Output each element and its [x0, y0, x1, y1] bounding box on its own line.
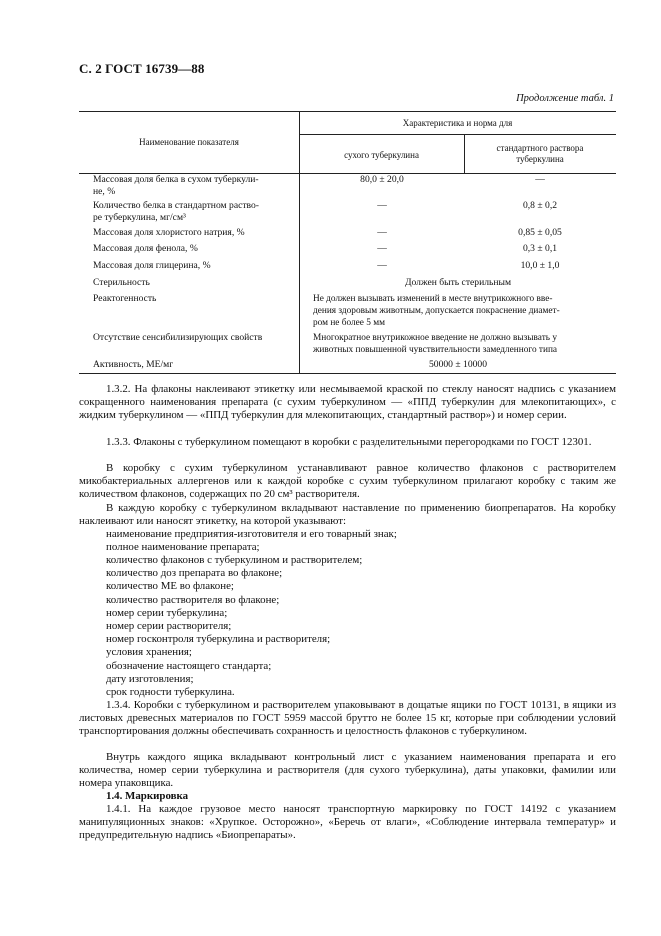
- table-cell-standard: 0,8 ± 0,2: [522, 200, 558, 211]
- table-cell-merged: [313, 332, 613, 356]
- list-item: условия хранения;: [106, 646, 192, 658]
- table-cell-merged: 50000 ± 10000: [428, 359, 488, 370]
- paragraph-1-3-3-b: В коробку с сухим туберкулином устанавливают равное количество флаконов с растворителем микобактериальных аллергенов или к каждой коробке с сухим туберкулином прилагают коробку с таким же количеством флаконов, содержащих по 20 см³ растворителя.: [79, 462, 616, 501]
- table-cell-dry: —: [377, 227, 387, 238]
- paragraph-1-3-4: 1.3.4. Коробки с туберкулином и растворителем упаковывают в дощатые ящики по ГОСТ 10131, в ящики из листовых древесных материалов по ГОСТ 5959 массой брутто не более 15 кг, которые при соблюдении условий транспортирования должны обеспечивать сохранность и целостность флаконов с туберкулином.: [79, 699, 616, 738]
- table-cell-merged: Должен быть стерильным: [404, 277, 512, 288]
- paragraph-1-3-3-c: В каждую коробку с туберкулином вкладывают наставление по применению биопрепаратов. На коробку наклеивают или наносят этикетку, на которой указывают:: [79, 502, 616, 528]
- merged-line: Многократное внутрикожное введение не должно вызывать у: [313, 333, 557, 343]
- table-cell-standard: 10,0 ± 1,0: [520, 260, 560, 271]
- table-row-name: Отсутствие сенсибилизирующих свойств: [93, 332, 263, 343]
- table-row-name: Массовая доля фенола, %: [93, 243, 198, 254]
- col-name-header: Наименование показателя: [139, 137, 239, 147]
- table-cell-standard: 0,85 ± 0,05: [518, 227, 562, 238]
- list-item: дату изготовления;: [106, 673, 194, 685]
- table-row-name: Массовая доля хлористого натрия, %: [93, 227, 245, 238]
- list-item: количество доз препарата во флаконе;: [106, 567, 283, 579]
- paragraph-1-3-3: 1.3.3. Флаконы с туберкулином помещают в коробки с разделительными перегородками по ГОСТ 12301.: [106, 436, 592, 448]
- list-item: срок годности туберкулина.: [106, 686, 235, 698]
- table-top-rule: [79, 111, 616, 112]
- col-group-header: Характеристика и норма для: [402, 118, 513, 128]
- paragraph-1-4-1: 1.4.1. На каждое грузовое место наносят транспортную маркировку по ГОСТ 14192 с указанием манипуляционных знаков: «Хрупкое. Осторожно», «Беречь от влаги», «Соблюдение интервала температур» и предупредительную надпись «Биопрепараты».: [79, 803, 616, 842]
- col2-header-line1: стандартного раствора: [496, 143, 584, 153]
- table-row-name: Массовая доля глицерина, %: [93, 260, 211, 271]
- row-name-line: ре туберкулина, мг/см³: [93, 212, 186, 223]
- row-name-line: Массовая доля белка в сухом туберкули-: [93, 174, 259, 185]
- merged-line: ром не более 5 мм: [313, 318, 385, 328]
- merged-line: дения здоровым животным, допускается покраснение диамет-: [313, 306, 560, 316]
- page-header: С. 2 ГОСТ 16739—88: [79, 61, 205, 76]
- list-item: номер серии туберкулина;: [106, 607, 228, 619]
- table-cell-standard: 0,3 ± 0,1: [522, 243, 558, 254]
- row-name-line: Количество белка в стандартном раство-: [93, 200, 259, 211]
- table-row-name: Активность, МЕ/мг: [93, 359, 174, 370]
- table-cell-merged: [313, 293, 613, 329]
- col2-header: [464, 143, 616, 165]
- table-bottom-rule: [79, 373, 616, 374]
- list-item: количество флаконов с туберкулином и растворителем;: [106, 554, 363, 566]
- table-cell-dry: 80,0 ± 20,0: [360, 174, 404, 185]
- table-cell-dry: —: [377, 260, 387, 271]
- merged-line: Не должен вызывать изменений в месте внутрикожного вве-: [313, 294, 553, 304]
- table-row-name: Стерильность: [93, 277, 150, 288]
- table-continuation-label: Продолжение табл. 1: [516, 93, 614, 104]
- table-row-name: [93, 174, 299, 198]
- list-item: количество МЕ во флаконе;: [106, 580, 234, 592]
- row-name-line: не, %: [93, 186, 116, 197]
- list-item: наименование предприятия-изготовителя и его товарный знак;: [106, 528, 397, 540]
- table-cell-dry: —: [377, 243, 387, 254]
- paragraph-1-3-2: 1.3.2. На флаконы наклеивают этикетку или несмываемой краской по стеклу наносят надпись с указанием сокращенного наименования препарата (с сухим туберкулином — «ППД туберкулин для млекопитающих», с жидким туберкулином — «ППД туберкулин для млекопитающих, стандартный раствор») и номер серии.: [79, 383, 616, 422]
- section-heading-1-4: 1.4. Маркировка: [106, 790, 189, 802]
- list-item: номер серии растворителя;: [106, 620, 232, 632]
- list-item: количество растворителя во флаконе;: [106, 594, 280, 606]
- col2-header-line2: туберкулина: [516, 154, 564, 164]
- list-item: обозначение настоящего стандарта;: [106, 660, 272, 672]
- table-cell-dry: —: [377, 200, 387, 211]
- merged-line: животных повышенной чувствительности замедленного типа: [313, 345, 558, 355]
- table-row-name: [93, 200, 299, 224]
- table-subheader-rule: [299, 134, 616, 135]
- list-item: полное наименование препарата;: [106, 541, 260, 553]
- list-item: номер госконтроля туберкулина и растворителя;: [106, 633, 331, 645]
- col1-header: сухого туберкулина: [344, 150, 419, 160]
- table-cell-standard: —: [535, 174, 545, 185]
- paragraph-1-3-4-b: Внутрь каждого ящика вкладывают контрольный лист с указанием наименования препарата и его количества, номер серии туберкулина и растворителя (для сухого туберкулина), даты упаковки, фамилии или номера упаковщика.: [79, 751, 616, 790]
- table-row-name: Реактогенность: [93, 293, 157, 304]
